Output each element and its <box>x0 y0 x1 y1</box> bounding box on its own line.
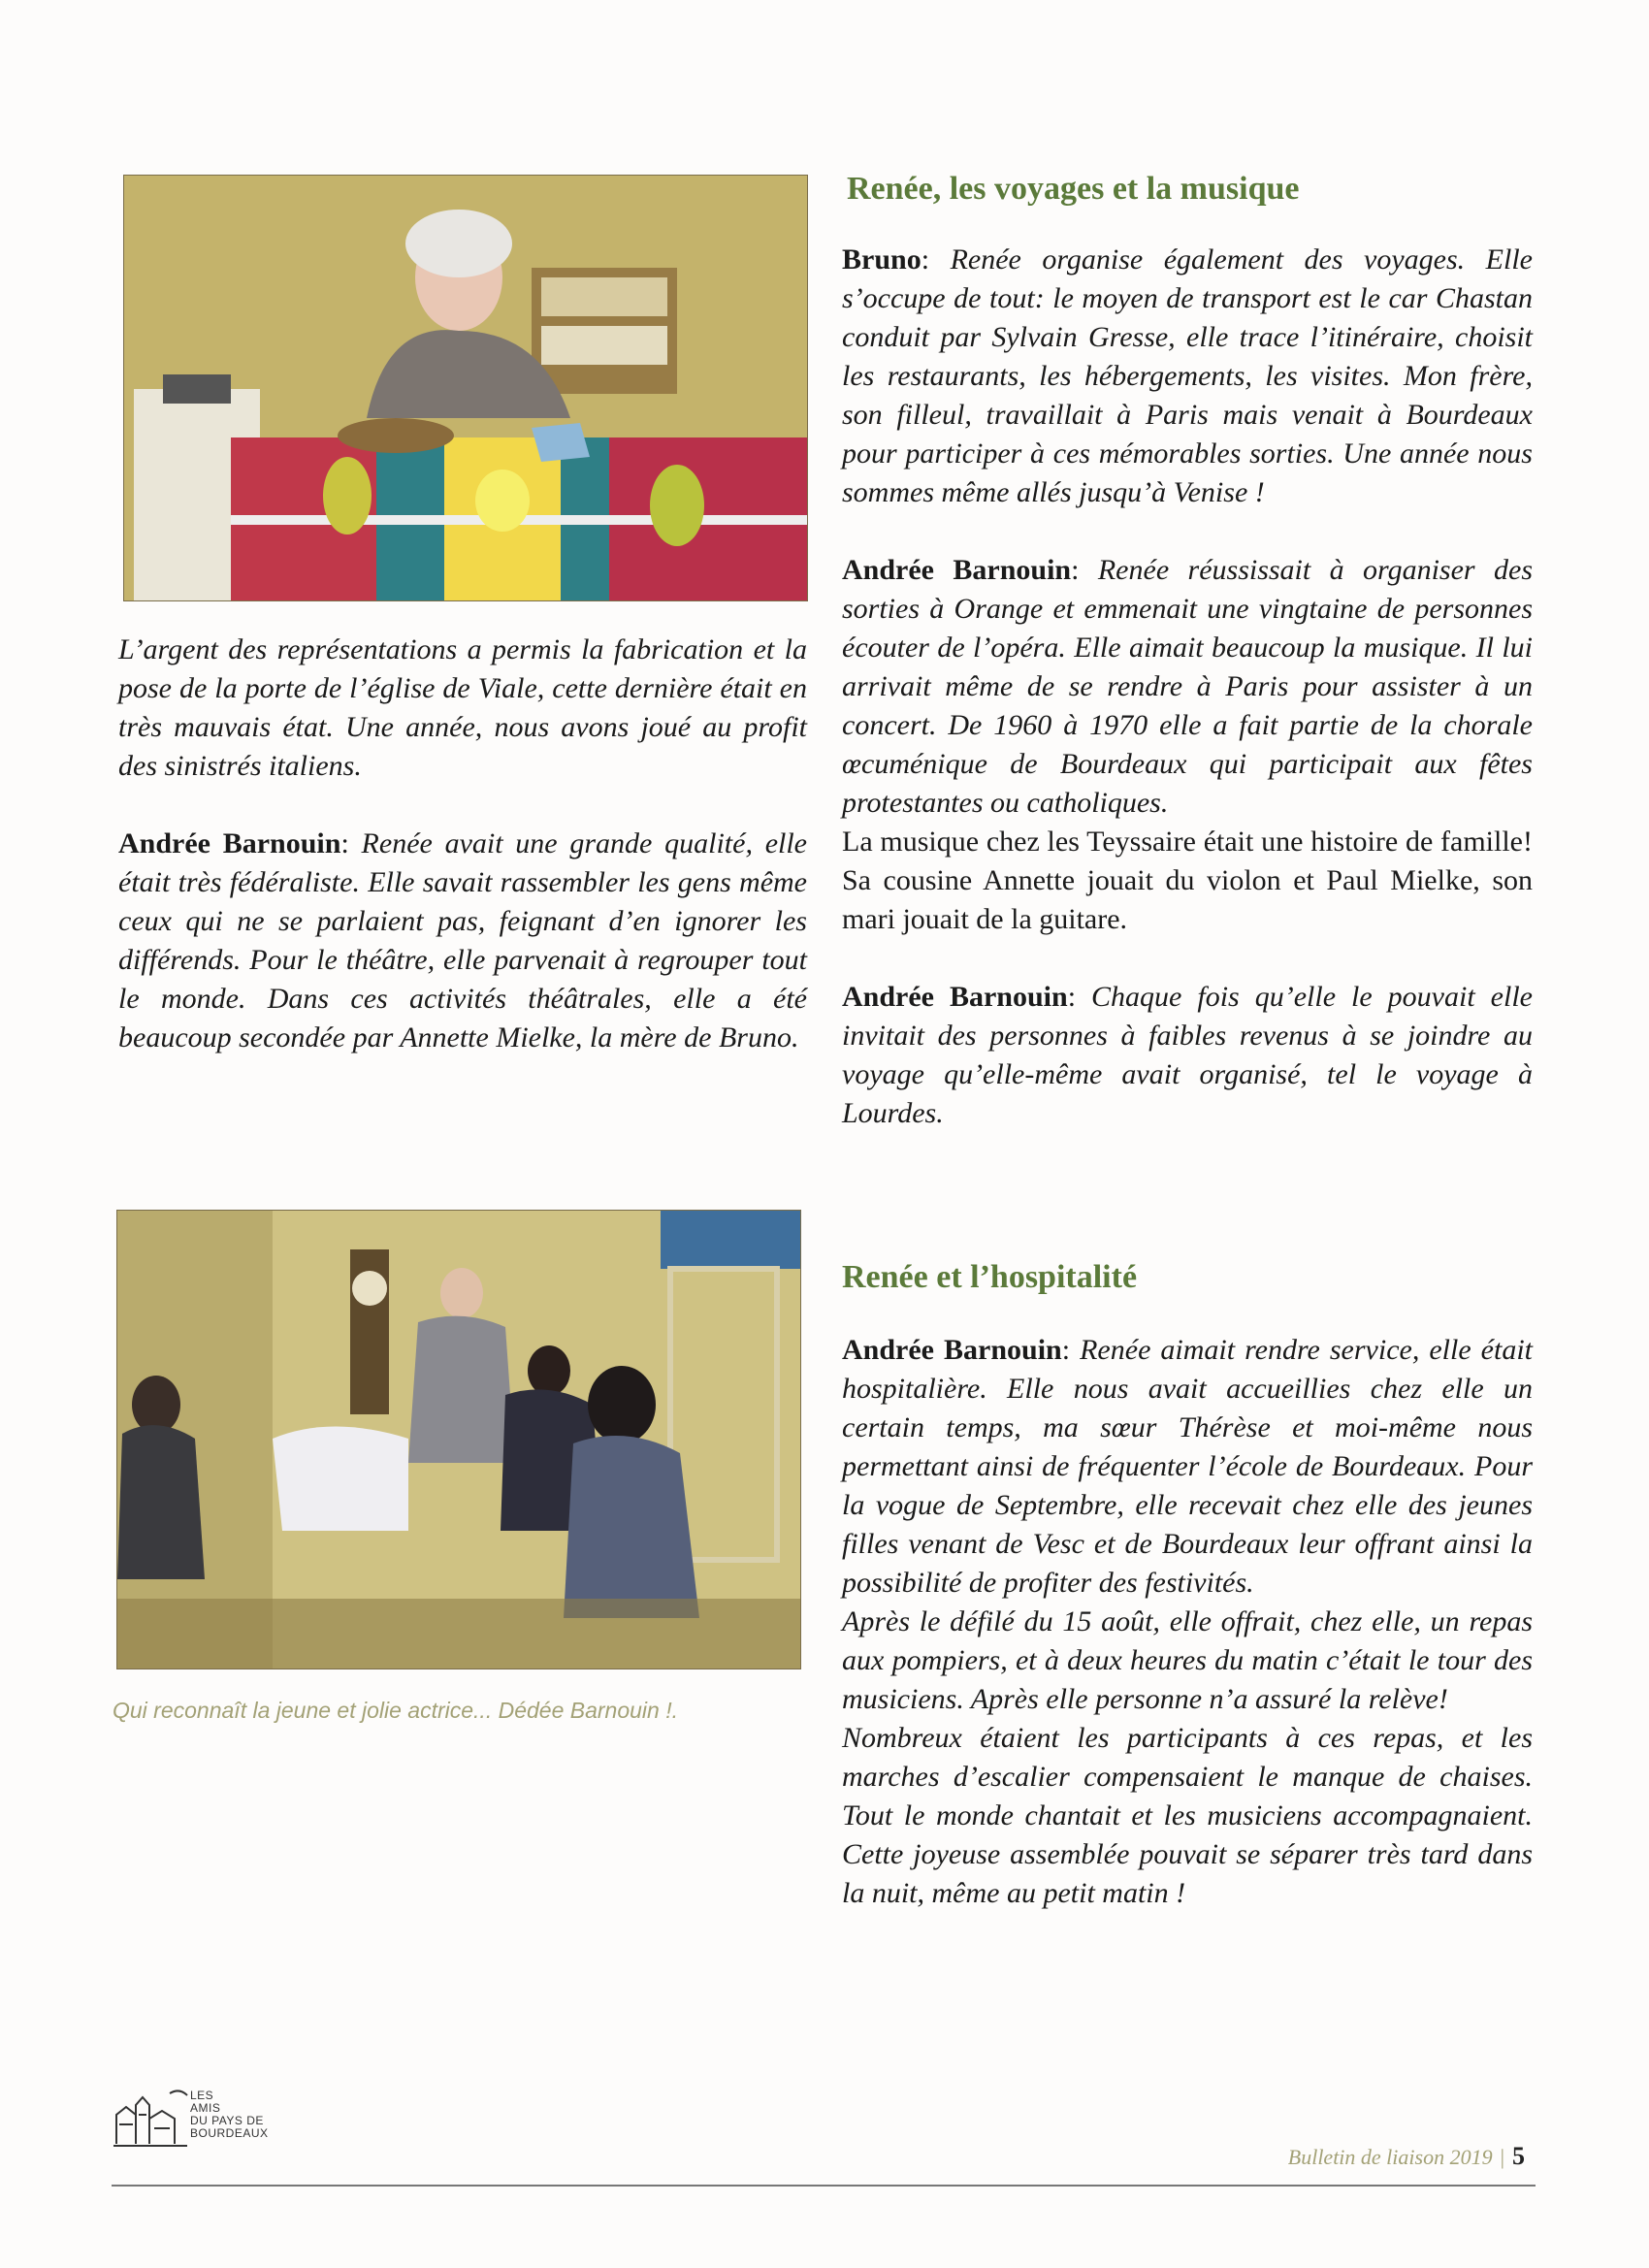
s1-paragraph-2-upright: La musique chez les Teyssaire était une histoire de famille! Sa cousine Annette jouait du violon et Paul Mielke, son mari jouait de la guitare. <box>842 826 1533 935</box>
left-paragraph-2-text: Renée avait une grande qualité, elle était très fédéraliste. Elle savait rassembler les gens même ceux qui ne se parlaient pas, feignant d’en ignorer les différends. Pour le théâtre, elle parvenait à regrouper tout le monde. Dans ces activités théâtrales, elle a été beaucoup secondée par Annette Mielke, la mère de Bruno. <box>118 827 807 1053</box>
speaker-name: Bruno <box>842 243 922 275</box>
page-number: 5 <box>1512 2142 1525 2170</box>
left-paragraph-2: Andrée Barnouin: Renée avait une grande qualité, elle était très fédéraliste. Elle savait rassembler les gens même ceux qui ne se parlaient pas, feignant d’en ignorer les différends. Pour le théâtre, elle parvenait à regrouper tout le monde. Dans ces activités théâtrales, elle a été beaucoup secondée par Annette Mielke, la mère de Bruno. <box>118 827 807 1053</box>
footer-divider <box>112 2185 1536 2187</box>
logo-text-line: DU PAYS DE <box>190 2114 264 2127</box>
s2-paragraph-2: Après le défilé du 15 août, elle offrait, chez elle, un repas aux pompiers, et à deux heures du matin c’était le tour des musiciens. Après elle personne n’a assuré la relève! <box>842 1605 1533 1715</box>
logo-text-line: AMIS <box>190 2101 221 2115</box>
s2-paragraph-3: Nombreux étaient les participants à ces repas, et les marches d’escalier compensaient le manque de chaises. Tout le monde chantait et les musiciens accompagnaient. Cette joyeuse assemblée pouvait se séparer très tard dans la nuit, même au petit matin ! <box>842 1722 1533 1909</box>
speaker-name: Andrée Barnouin <box>842 981 1068 1013</box>
s1-paragraph-1-text: Renée organise également des voyages. Elle s’occupe de tout: le moyen de transport est le car Chastan conduit par Sylvain Gresse, elle trace l’itinéraire, choisit les restaurants, les hébergements, les visites. Mon frère, son filleul, travaillait à Paris mais venait à Bourdeaux pour participer à ces mémorables sorties. Une année nous sommes même allés jusqu’à Venise ! <box>842 243 1533 508</box>
bulletin-label: Bulletin de liaison 2019 <box>1287 2145 1493 2169</box>
right-column-section-2 <box>842 1331 1533 1913</box>
photo-theatre-table-image <box>124 176 807 600</box>
s1-paragraph-3-text: Chaque fois qu’elle le pouvait elle invitait des personnes à faibles revenus à se joindre au voyage qu’elle-même avait organisé, tel le voyage à Lourdes. <box>842 981 1533 1129</box>
s2-paragraph-1: Andrée Barnouin: Renée aimait rendre service, elle était hospitalière. Elle nous avait accueillies chez elle un certain temps, ma sœur Thérèse et moi-même nous permettant ainsi de fréquenter l’école de Bourdeaux. Pour la vogue de Septembre, elle recevait chez elle des jeunes filles venant de Vesc et de Bourdeaux leur offrant ainsi la possibilité de profiter des festivités. <box>842 1334 1534 1599</box>
s1-paragraph-2-text: Renée réussissait à organiser des sorties à Orange et emmenait une vingtaine de personnes écouter de l’opéra. Elle aimait beaucoup la musique. Il lui arrivait même de se rendre à Paris pour assister à un concert. De 1960 à 1970 elle a fait partie de la chorale œcuménique de Bourdeaux qui participait aux fêtes protestantes ou catholiques. <box>842 554 1533 819</box>
right-column-section-1 <box>842 241 1533 1133</box>
logo-text-line: BOURDEAUX <box>190 2126 269 2140</box>
logo-text <box>190 2090 269 2140</box>
s2-paragraph-1-text: Renée aimait rendre service, elle était hospitalière. Elle nous avait accueillies chez elle un certain temps, ma sœur Thérèse et moi-même nous permettant ainsi de fréquenter l’école de Bourdeaux. Pour la vogue de Septembre, elle recevait chez elle des jeunes filles venant de Vesc et de Bourdeaux leur offrant ainsi la possibilité de profiter des festivités. <box>842 1334 1534 1599</box>
s1-paragraph-3: Andrée Barnouin: Chaque fois qu’elle le pouvait elle invitait des personnes à faibles revenus à se joindre au voyage qu’elle-même avait organisé, tel le voyage à Lourdes. <box>842 981 1533 1129</box>
left-paragraph-1: L’argent des représentations a permis la fabrication et la pose de la porte de l’église de Viale, cette dernière était en très mauvais état. Une année, nous avons joué au profit des sinistrés italiens. <box>118 633 807 782</box>
left-column <box>118 631 807 1057</box>
logo-text-line: LES <box>190 2089 214 2102</box>
speaker-name: Andrée Barnouin <box>118 827 341 859</box>
photo-theatre-table <box>123 175 808 601</box>
photo-caption: Qui reconnaît la jeune et jolie actrice... Dédée Barnouin !. <box>113 1698 679 1723</box>
s1-paragraph-1: Bruno: Renée organise également des voyages. Elle s’occupe de tout: le moyen de transport est le car Chastan conduit par Sylvain Gresse, elle trace l’itinéraire, choisit les restaurants, les hébergements, les visites. Mon frère, son filleul, travaillait à Paris mais venait à Bourdeaux pour participer à ces mémorables sorties. Une année nous sommes même allés jusqu’à Venise ! <box>842 243 1533 508</box>
section-heading-voyages: Renée, les voyages et la musique <box>847 171 1300 207</box>
photo-theatre-actresses <box>116 1210 801 1669</box>
section-heading-hospitalite: Renée et l’hospitalité <box>842 1259 1138 1295</box>
speaker-name: Andrée Barnouin <box>842 1334 1062 1366</box>
speaker-name: Andrée Barnouin <box>842 554 1072 586</box>
footer-separator: | <box>1500 2145 1504 2169</box>
s1-paragraph-2: Andrée Barnouin: Renée réussissait à organiser des sorties à Orange et emmenait une vingtaine de personnes écouter de l’opéra. Elle aimait beaucoup la musique. Il lui arrivait même de se rendre à Paris pour assister à un concert. De 1960 à 1970 elle a fait partie de la chorale œcuménique de Bourdeaux qui participait aux fêtes protestantes ou catholiques. <box>842 554 1533 819</box>
footer-bulletin <box>1288 2142 1525 2171</box>
photo-theatre-actresses-image <box>117 1211 800 1669</box>
